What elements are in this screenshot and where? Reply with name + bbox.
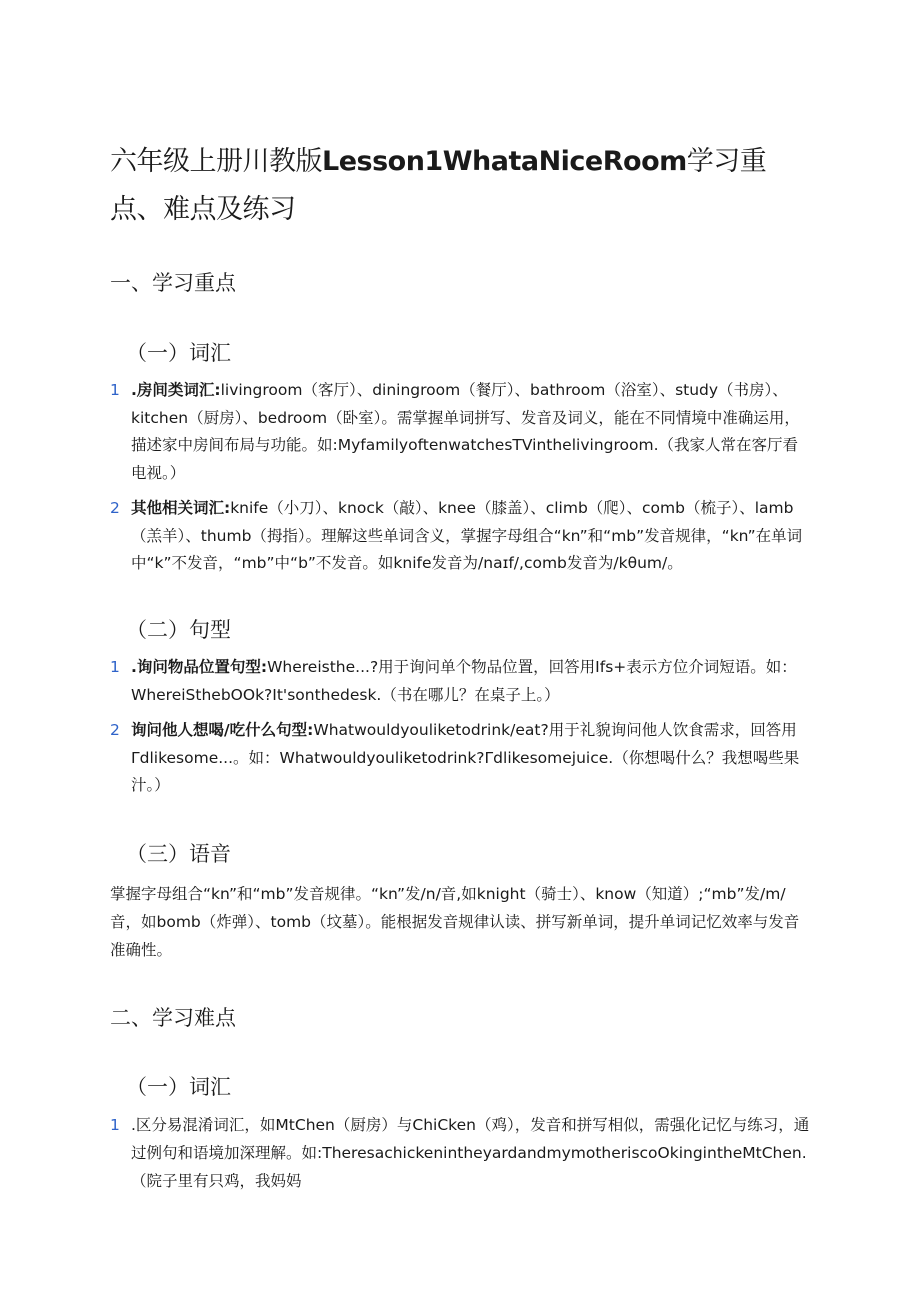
section-heading-focus: 一、学习重点	[110, 271, 236, 295]
subheading-sentences: （二）句型	[126, 618, 231, 642]
item-number: 2	[110, 721, 120, 739]
title-part-1: 六年级上册川教版	[110, 146, 322, 177]
item-label: 其他相关词汇:	[131, 499, 231, 517]
item-text: Whatwouldyouliketodrink/eat?用于礼貌询问他人饮食需求，回答用Γdlikesome...。如：Whatwouldyouliketodrink?Γdlikesomejuice.（你想喝什么？我想喝些果汁。）	[131, 721, 800, 794]
list-item	[110, 377, 810, 487]
list-item	[110, 654, 810, 709]
list-item	[110, 495, 810, 578]
phonics-paragraph: 掌握字母组合“kn”和“mb”发音规律。“kn”发/n/音,如knight（骑士）、know（知道）;“mb”发/m/音，如bomb（炸弹）、tomb（坟墓）。能根据发音规律认读、拼写新单词，提升单词记忆效率与发音准确性。	[110, 885, 800, 959]
item-number: 1	[110, 658, 120, 676]
item-number: 2	[110, 499, 120, 517]
item-label: .询问物品位置句型:	[131, 658, 268, 676]
item-number: 1	[110, 1116, 120, 1134]
item-number: 1	[110, 381, 120, 399]
section-heading-difficulties: 二、学习难点	[110, 1006, 236, 1030]
item-text: knife（小刀）、knock（敲）、knee（膝盖）、climb（爬）、comb（梳子）、lamb（羔羊）、thumb（拇指）。理解这些单词含义，掌握字母组合“kn”和“mb”发音规律，“kn”在单词中“k”不发音，“mb”中“b”不发音。如knife发音为/naɪf/,comb发音为/kθum/。	[131, 499, 803, 572]
list-item	[110, 717, 810, 800]
subheading-vocab: （一）词汇	[126, 341, 231, 365]
page-title	[110, 138, 810, 234]
item-text: .区分易混淆词汇，如MtChen（厨房）与ChiCken（鸡），发音和拼写相似，需强化记忆与练习，通过例句和语境加深理解。如:TheresachickenintheyardandmymotheriscoOkingintheMtChen.（院子里有只鸡，我妈妈	[131, 1116, 810, 1190]
item-label: .房间类词汇:	[131, 381, 221, 399]
list-item	[110, 1111, 810, 1195]
item-label: 询问他人想喝/吃什么句型:	[131, 721, 314, 739]
subheading-phonics: （三）语音	[126, 842, 231, 866]
item-text: Whereisthe...?用于询问单个物品位置，回答用Ifs+表示方位介词短语。如：WhereiSthebOOk?It'sonthedesk.（书在哪儿？在桌子上。）	[131, 658, 797, 704]
subheading-vocab-2: （一）词汇	[126, 1075, 231, 1099]
title-part-3: 学习重点、难点及练习	[110, 146, 767, 225]
item-text: livingroom（客厅）、diningroom（餐厅）、bathroom（浴室）、study（书房）、kitchen（厨房）、bedroom（卧室）。需掌握单词拼写、发音及词义，能在不同情境中准确运用，描述家中房间布局与功能。如:MyfamilyoftenwatchesTVinthelivingroom.（我家人常在客厅看电视。）	[131, 381, 800, 482]
title-lesson-name: Lesson1WhataNiceRoom	[322, 146, 687, 177]
